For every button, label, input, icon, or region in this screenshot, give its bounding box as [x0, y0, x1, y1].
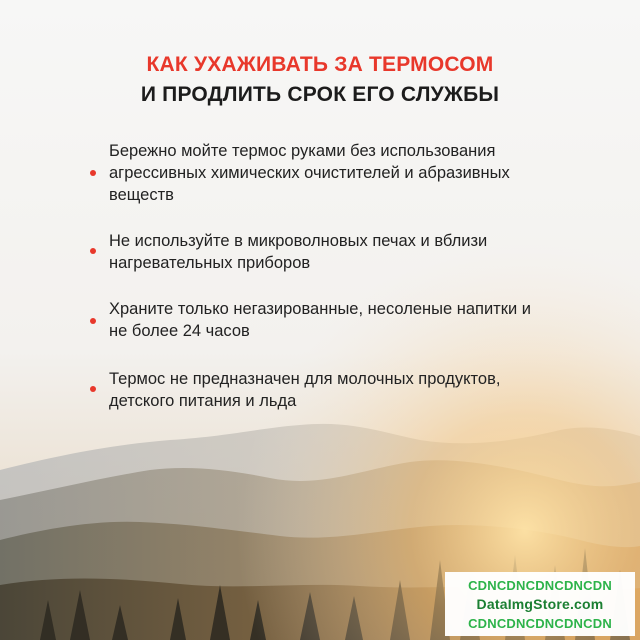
tip-text: Бережно мойте термос руками без использования агрессивных химических очистителей и абразивных веществ	[109, 142, 510, 204]
tip-text: Термос не предназначен для молочных продуктов, детского питания и льда	[109, 370, 501, 410]
watermark-line-1: CDNCDNCDNCDNCDN	[468, 578, 612, 593]
page-title	[0, 50, 640, 110]
tip-text: Не используйте в микроволновых печах и вблизи нагревательных приборов	[109, 232, 488, 272]
title-line-2: И ПРОДЛИТЬ СРОК ЕГО СЛУЖБЫ	[140, 83, 500, 106]
tip-text: Храните только негазированные, несоленые напитки и не более 24 часов	[109, 300, 531, 340]
bullet-icon	[90, 248, 96, 254]
title-line-1: КАК УХАЖИВАТЬ ЗА ТЕРМОСОМ	[146, 53, 494, 76]
watermark-line-3: CDNCDNCDNCDNCDN	[468, 616, 612, 631]
watermark-line-2: DataImgStore.com	[476, 596, 604, 612]
watermark	[445, 572, 635, 636]
bullet-icon	[90, 386, 96, 392]
bullet-icon	[90, 318, 96, 324]
bullet-icon	[90, 170, 96, 176]
